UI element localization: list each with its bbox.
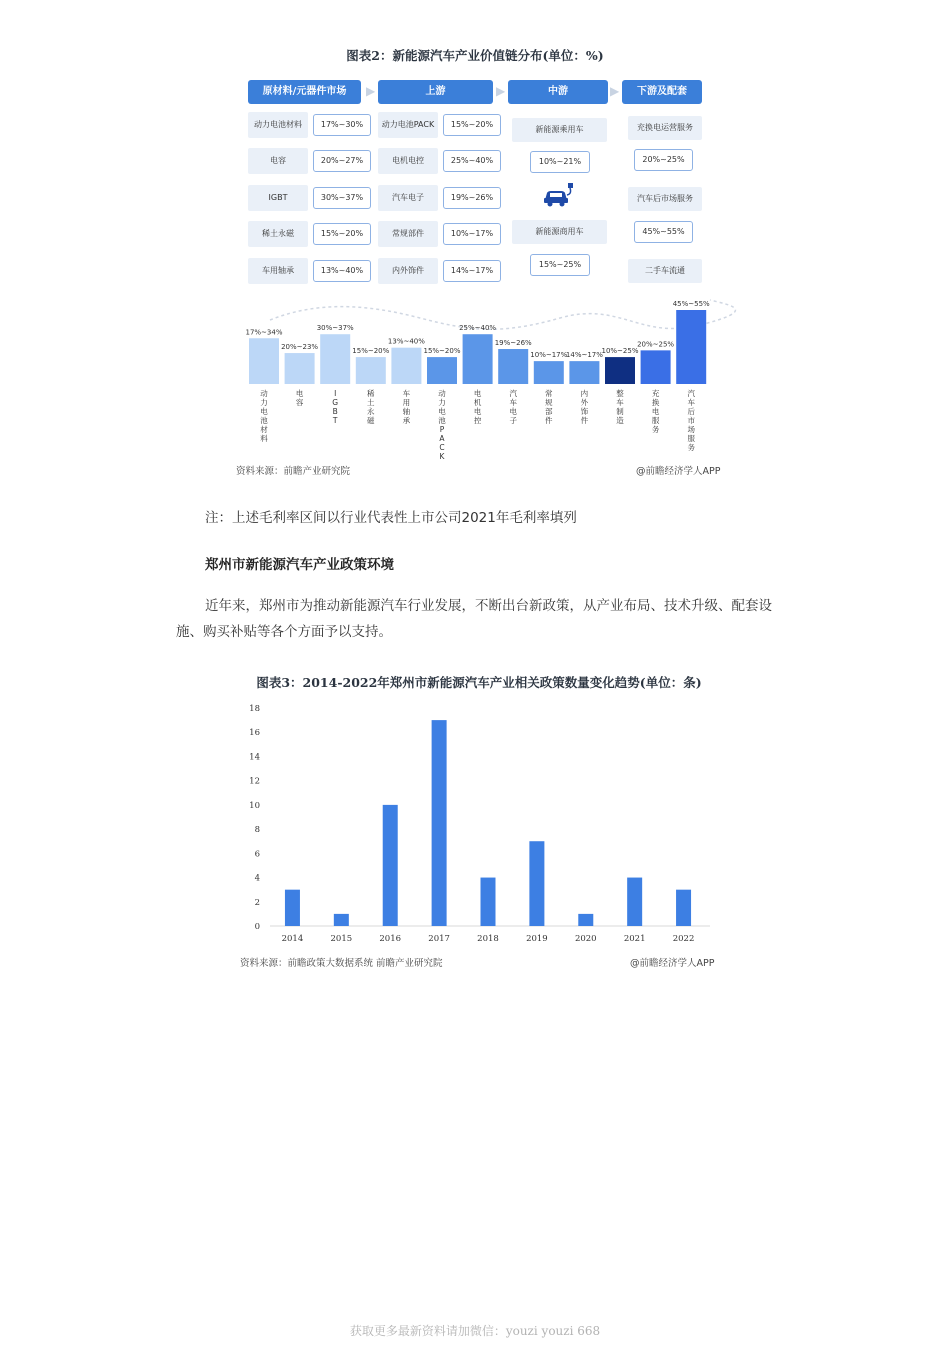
bar xyxy=(578,914,593,926)
bar xyxy=(481,878,496,926)
column-header: 中游 xyxy=(508,80,608,104)
bar xyxy=(498,349,528,384)
footer-text: 获取更多最新资料请加微信：youzi youzi 668 xyxy=(349,1324,601,1338)
chain-item-value: 30%~37% xyxy=(313,187,371,209)
bar-value-label: 19%~26% xyxy=(494,339,532,348)
category-label: 常规部件 xyxy=(545,389,553,425)
figure3-credit: @前瞻经济学人APP xyxy=(630,958,715,969)
y-tick-label: 14 xyxy=(249,752,260,763)
chain-item-label: 动力电池材料 xyxy=(248,112,308,138)
bar-value-label: 20%~25% xyxy=(637,340,675,349)
y-tick-label: 4 xyxy=(254,873,260,884)
chain-item-label: 动力电池PACK xyxy=(378,112,438,138)
chain-item-label: 车用轴承 xyxy=(248,258,308,284)
category-label: 充换电服务 xyxy=(651,389,660,434)
chain-item-label: 汽车电子 xyxy=(378,185,438,211)
arrow-icon: ▶ xyxy=(366,84,376,98)
bar xyxy=(391,348,421,384)
bar xyxy=(605,357,635,384)
x-tick-label: 2014 xyxy=(281,934,304,944)
bar xyxy=(285,353,315,384)
chain-item-value: 10%~17% xyxy=(443,223,501,245)
category-label: 动力电池材料 xyxy=(260,389,268,443)
bar-value-label: 20%~23% xyxy=(281,343,319,352)
chain-item-label: 电容 xyxy=(248,148,308,174)
bar xyxy=(356,357,386,384)
category-label: 车用轴承 xyxy=(402,389,411,425)
category-label: 整车制造 xyxy=(616,389,624,425)
column-header: 上游 xyxy=(378,80,493,104)
category-label: 动力电池 P A C K xyxy=(438,389,446,460)
bar-value-label: 10%~25% xyxy=(601,347,639,356)
chain-item-label: 充换电运营服务 xyxy=(628,116,702,140)
bar-value-label: 10%~17% xyxy=(530,351,568,360)
body-paragraph: 近年来，郑州市为推动新能源汽车行业发展，不断出台新政策，从产业布局、技术升级、配套设施、购买补贴等各个方面予以支持。 xyxy=(176,598,772,640)
bar xyxy=(534,361,564,384)
bar xyxy=(334,914,349,926)
electric-car-icon xyxy=(543,180,573,210)
category-label: 汽车电子 xyxy=(509,389,517,425)
bar-value-label: 15%~20% xyxy=(423,347,461,356)
bar xyxy=(641,350,671,384)
section-title: 郑州市新能源汽车产业政策环境 xyxy=(205,557,394,573)
bar-value-label: 25%~40% xyxy=(459,324,497,333)
x-tick-label: 2022 xyxy=(672,934,695,944)
bar-value-label: 17%~34% xyxy=(245,328,283,337)
chain-item-label: 电机电控 xyxy=(378,148,438,174)
x-tick-label: 2021 xyxy=(623,934,646,944)
chain-item-value: 15%~20% xyxy=(443,114,501,136)
category-label: I G B T xyxy=(332,389,339,425)
figure2-title: 图表2：新能源汽车产业价值链分布(单位：%) xyxy=(346,48,604,63)
chain-item-value: 14%~17% xyxy=(443,260,501,282)
column-header: 下游及配套 xyxy=(622,80,702,104)
x-tick-label: 2017 xyxy=(428,934,450,944)
bar xyxy=(432,720,447,926)
bar-value-label: 45%~55% xyxy=(672,300,710,308)
figure2-source: 资料来源：前瞻产业研究院 xyxy=(236,466,351,477)
arrow-icon: ▶ xyxy=(610,84,620,98)
chain-item-label: IGBT xyxy=(248,185,308,211)
x-tick-label: 2018 xyxy=(477,934,499,944)
bar-value-label: 30%~37% xyxy=(316,324,354,333)
bar-value-label: 13%~40% xyxy=(387,337,425,346)
chain-item-value: 13%~40% xyxy=(313,260,371,282)
y-tick-label: 0 xyxy=(254,922,260,932)
chain-item-label: 内外饰件 xyxy=(378,258,438,284)
chain-item-value: 20%~25% xyxy=(634,149,693,171)
chain-item-value: 15%~20% xyxy=(313,223,371,245)
bar xyxy=(627,878,642,926)
y-tick-label: 2 xyxy=(254,897,260,908)
y-tick-label: 10 xyxy=(249,800,260,811)
bar xyxy=(383,805,398,926)
y-tick-label: 16 xyxy=(249,728,260,739)
plug-icon xyxy=(568,183,573,188)
note-text: 注：上述毛利率区间以行业代表性上市公司2021年毛利率填列 xyxy=(205,510,577,526)
y-tick-label: 6 xyxy=(254,849,260,860)
x-tick-label: 2020 xyxy=(574,934,597,944)
chain-item-value: 45%~55% xyxy=(634,221,693,243)
figure3-title: 图表3：2014-2022年郑州市新能源汽车产业相关政策数量变化趋势(单位：条) xyxy=(256,675,702,690)
category-label: 汽车后市场服务 xyxy=(687,389,695,452)
chain-item-label: 常规部件 xyxy=(378,221,438,247)
value-chain-bar-chart xyxy=(240,290,740,460)
y-tick-label: 8 xyxy=(254,825,260,836)
bar-value-label: 14%~17% xyxy=(565,351,603,360)
bar-value-label: 15%~20% xyxy=(352,347,390,356)
policy-count-bar-chart xyxy=(240,700,720,950)
figure3-source: 资料来源：前瞻政策大数据系统 前瞻产业研究院 xyxy=(240,958,443,969)
chain-item-value: 17%~30% xyxy=(313,114,371,136)
x-tick-label: 2016 xyxy=(379,934,402,944)
y-tick-label: 18 xyxy=(249,704,260,714)
y-tick-label: 12 xyxy=(249,776,260,787)
bar xyxy=(249,338,279,384)
bar xyxy=(676,310,706,384)
bar xyxy=(427,357,457,384)
chain-item-label: 稀土永磁 xyxy=(248,221,308,247)
bar xyxy=(529,841,544,926)
bar xyxy=(676,890,691,926)
bar xyxy=(463,334,493,384)
x-tick-label: 2015 xyxy=(330,934,353,944)
arrow-icon: ▶ xyxy=(496,84,506,98)
chain-item-label: 汽车后市场服务 xyxy=(628,187,702,211)
chain-item-label: 二手车流通 xyxy=(628,259,702,283)
category-label: 稀土永磁 xyxy=(367,389,375,425)
bar xyxy=(569,361,599,384)
chain-item-value: 19%~26% xyxy=(443,187,501,209)
category-label: 内外饰件 xyxy=(580,389,589,425)
chain-item-value: 10%~21% xyxy=(530,151,590,173)
bar xyxy=(320,334,350,384)
chain-item-label: 新能源商用车 xyxy=(512,220,607,244)
chain-item-value: 25%~40% xyxy=(443,150,501,172)
x-tick-label: 2019 xyxy=(526,934,548,944)
category-label: 电机电控 xyxy=(473,389,482,425)
column-header: 原材料/元器件市场 xyxy=(248,80,361,104)
bar xyxy=(285,890,300,926)
category-label: 电容 xyxy=(295,389,304,407)
chain-item-value: 20%~27% xyxy=(313,150,371,172)
figure2-credit: @前瞻经济学人APP xyxy=(636,466,721,477)
chain-item-label: 新能源乘用车 xyxy=(512,118,607,142)
chain-item-value: 15%~25% xyxy=(530,254,590,276)
